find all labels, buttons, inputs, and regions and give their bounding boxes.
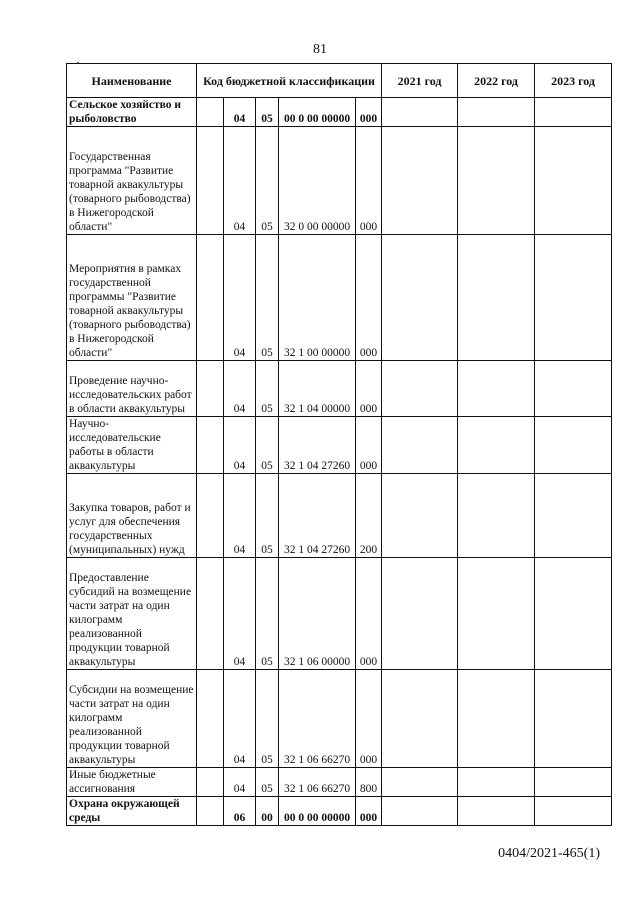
row-expense-type-code: 000: [356, 361, 382, 417]
row-value-2021: [382, 361, 458, 417]
header-2021: 2021 год: [382, 64, 458, 98]
table-row: [67, 417, 612, 474]
row-value-2021: [382, 417, 458, 474]
row-target-code: 32 1 04 00000: [279, 361, 356, 417]
row-subsection-code: 00: [256, 797, 279, 826]
table-row: [67, 98, 612, 127]
row-name: Предоставление субсидий на возмещение части затрат на один килограмм реализованной продукции товарной аквакультуры: [67, 558, 197, 670]
row-subsection-code: 05: [256, 670, 279, 768]
row-value-2022: [458, 558, 535, 670]
row-value-2021: [382, 235, 458, 361]
page-number: 81: [313, 42, 327, 57]
row-blank-cell: [197, 797, 224, 826]
header-2022: 2022 год: [458, 64, 535, 98]
row-expense-type-code: 000: [356, 235, 382, 361]
row-blank-cell: [197, 474, 224, 558]
row-name: Закупка товаров, работ и услуг для обеспечения государственных (муниципальных) нужд: [67, 474, 197, 558]
row-value-2021: [382, 98, 458, 127]
row-name: Охрана окружающей среды: [67, 797, 197, 826]
row-target-code: 32 1 04 27260: [279, 474, 356, 558]
row-section-code: 04: [224, 768, 256, 797]
row-section-code: 04: [224, 235, 256, 361]
row-blank-cell: [197, 235, 224, 361]
row-expense-type-code: 000: [356, 98, 382, 127]
row-section-code: 04: [224, 670, 256, 768]
row-section-code: 04: [224, 98, 256, 127]
row-value-2022: [458, 98, 535, 127]
row-target-code: 32 1 04 27260: [279, 417, 356, 474]
header-code: Код бюджетной классификации: [197, 64, 382, 98]
row-value-2023: [535, 417, 612, 474]
table-row: [67, 235, 612, 361]
row-section-code: 04: [224, 558, 256, 670]
row-blank-cell: [197, 558, 224, 670]
row-expense-type-code: 000: [356, 670, 382, 768]
row-value-2022: [458, 417, 535, 474]
row-value-2021: [382, 127, 458, 235]
row-name: Субсидии на возмещение части затрат на один килограмм реализованной продукции товарной аквакультуры: [67, 670, 197, 768]
table-row: [67, 797, 612, 826]
row-section-code: 04: [224, 361, 256, 417]
row-section-code: 04: [224, 127, 256, 235]
row-value-2023: [535, 127, 612, 235]
row-section-code: 04: [224, 417, 256, 474]
row-value-2022: [458, 127, 535, 235]
row-name: Сельское хозяйство и рыболовство: [67, 98, 197, 127]
row-value-2023: [535, 768, 612, 797]
row-value-2021: [382, 474, 458, 558]
table-header-row: [67, 64, 612, 98]
row-value-2022: [458, 670, 535, 768]
row-value-2021: [382, 670, 458, 768]
table-row: [67, 361, 612, 417]
row-value-2021: [382, 797, 458, 826]
row-value-2022: [458, 474, 535, 558]
row-name: Проведение научно-исследовательских работ в области аквакультуры: [67, 361, 197, 417]
row-value-2022: [458, 235, 535, 361]
row-subsection-code: 05: [256, 417, 279, 474]
row-subsection-code: 05: [256, 127, 279, 235]
row-value-2022: [458, 797, 535, 826]
row-target-code: 00 0 00 00000: [279, 98, 356, 127]
row-value-2023: [535, 474, 612, 558]
row-target-code: 32 1 00 00000: [279, 235, 356, 361]
row-value-2023: [535, 670, 612, 768]
header-name: Наименование: [67, 64, 197, 98]
row-expense-type-code: 000: [356, 127, 382, 235]
row-blank-cell: [197, 768, 224, 797]
row-target-code: 32 1 06 66270: [279, 768, 356, 797]
row-target-code: 32 0 00 00000: [279, 127, 356, 235]
row-blank-cell: [197, 670, 224, 768]
row-name: Научно-исследовательские работы в области аквакультуры: [67, 417, 197, 474]
budget-table: [66, 63, 612, 826]
table-row: [67, 768, 612, 797]
row-value-2022: [458, 361, 535, 417]
row-value-2021: [382, 768, 458, 797]
row-expense-type-code: 000: [356, 417, 382, 474]
row-subsection-code: 05: [256, 98, 279, 127]
row-subsection-code: 05: [256, 361, 279, 417]
row-name: Государственная программа "Развитие товарной аквакультуры (товарного рыбоводства) в Нижегородской области": [67, 127, 197, 235]
table-row: [67, 558, 612, 670]
row-subsection-code: 05: [256, 474, 279, 558]
table-row: [67, 474, 612, 558]
row-target-code: 00 0 00 00000: [279, 797, 356, 826]
row-target-code: 32 1 06 00000: [279, 558, 356, 670]
document-code: 0404/2021-465(1): [498, 846, 600, 861]
row-value-2023: [535, 797, 612, 826]
row-value-2023: [535, 558, 612, 670]
row-target-code: 32 1 06 66270: [279, 670, 356, 768]
row-expense-type-code: 200: [356, 474, 382, 558]
row-value-2023: [535, 235, 612, 361]
row-value-2023: [535, 98, 612, 127]
row-value-2023: [535, 361, 612, 417]
row-name: Иные бюджетные ассигнования: [67, 768, 197, 797]
row-expense-type-code: 800: [356, 768, 382, 797]
row-subsection-code: 05: [256, 768, 279, 797]
row-blank-cell: [197, 127, 224, 235]
row-blank-cell: [197, 417, 224, 474]
row-expense-type-code: 000: [356, 558, 382, 670]
header-2023: 2023 год: [535, 64, 612, 98]
row-blank-cell: [197, 361, 224, 417]
table-row: [67, 127, 612, 235]
table-body: [67, 98, 612, 826]
row-value-2022: [458, 768, 535, 797]
row-section-code: 06: [224, 797, 256, 826]
row-subsection-code: 05: [256, 558, 279, 670]
row-expense-type-code: 000: [356, 797, 382, 826]
row-section-code: 04: [224, 474, 256, 558]
row-subsection-code: 05: [256, 235, 279, 361]
table-row: [67, 670, 612, 768]
row-name: Мероприятия в рамках государственной программы "Развитие товарной аквакультуры (товарного рыбоводства) в Нижегородской области": [67, 235, 197, 361]
row-blank-cell: [197, 98, 224, 127]
row-value-2021: [382, 558, 458, 670]
